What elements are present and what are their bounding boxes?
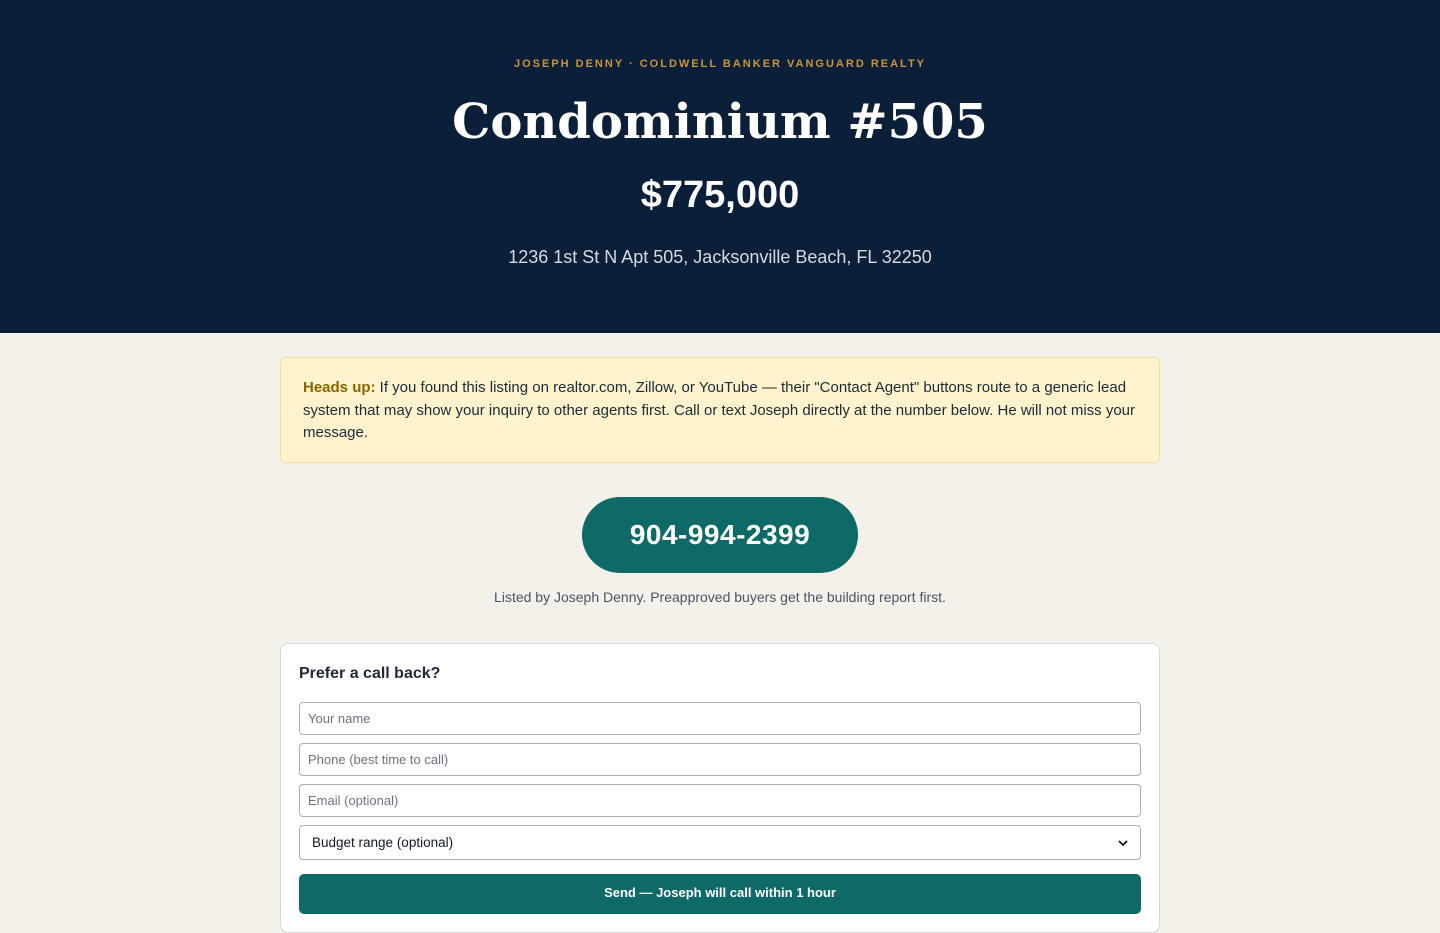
callback-form — [280, 643, 1160, 933]
hero-banner — [0, 0, 1440, 333]
agent-brokerage-eyebrow: JOSEPH DENNY · COLDWELL BANKER VANGUARD REALTY — [513, 58, 927, 70]
listing-title: Condominium #505 — [452, 94, 988, 150]
call-phone-button[interactable]: 904-994-2399 — [582, 497, 858, 573]
notice-text: If you found this listing on realtor.com, Zillow, or YouTube — their "Contact Agent" buttons route to a generic lead system that may show your inquiry to other agents first. Call or text Joseph directly at the number below. He will not miss your message. — [303, 379, 1136, 441]
budget-select-value: Budget range (optional) — [312, 835, 454, 850]
listing-price: $775,000 — [640, 174, 800, 216]
notice-label: Heads up: — [303, 379, 376, 396]
listing-address: 1236 1st St N Apt 505, Jacksonville Beach, FL 32250 — [508, 247, 932, 267]
phone-input[interactable] — [299, 743, 1141, 776]
heads-up-notice — [280, 357, 1160, 463]
name-input[interactable] — [299, 702, 1141, 735]
budget-select[interactable] — [299, 825, 1141, 860]
send-button[interactable]: Send — Joseph will call within 1 hour — [299, 874, 1141, 914]
listed-by-note: Listed by Joseph Denny. Preapproved buyers get the building report first. — [494, 589, 946, 605]
form-title: Prefer a call back? — [299, 665, 441, 682]
email-input[interactable] — [299, 784, 1141, 817]
chevron-down-icon — [1118, 838, 1128, 848]
